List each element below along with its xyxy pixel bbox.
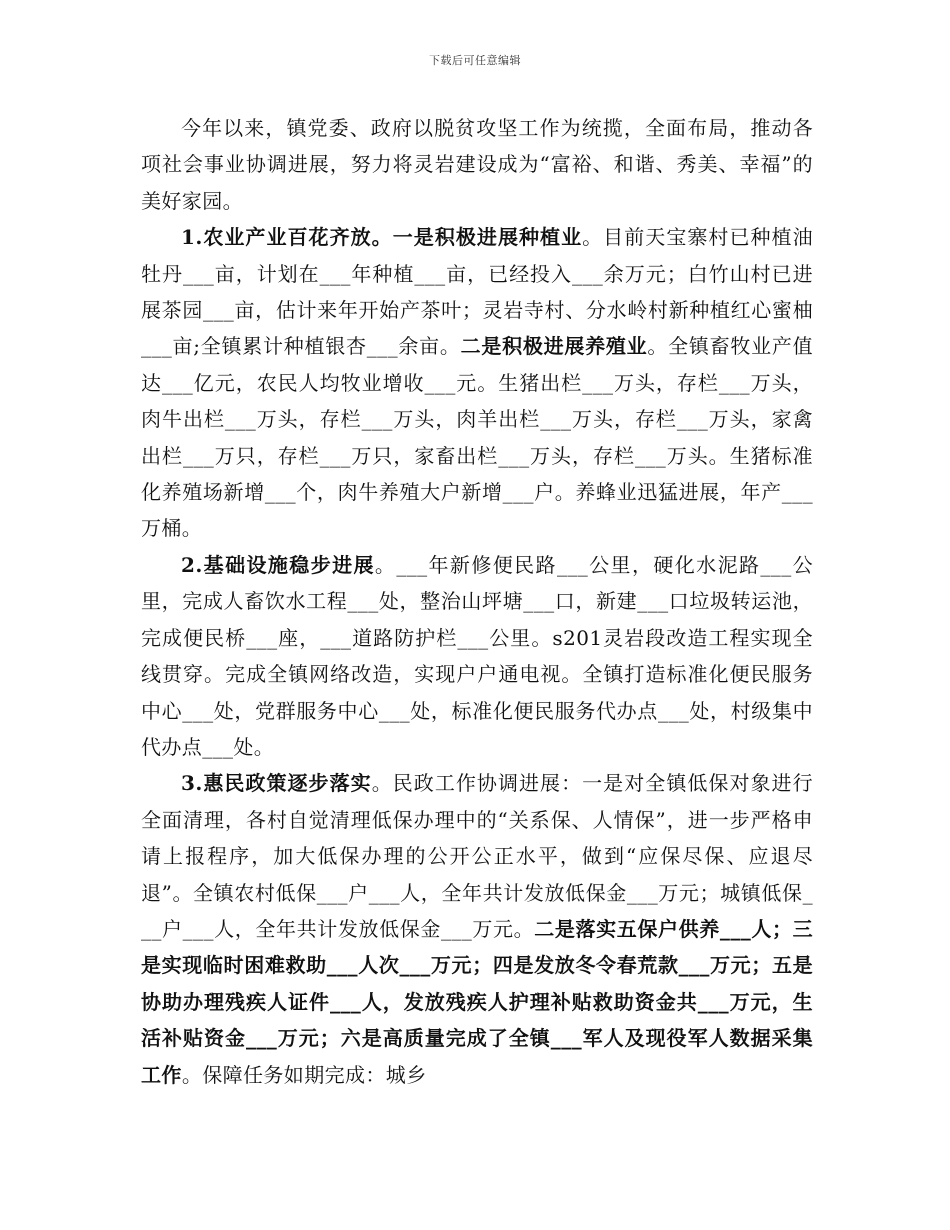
paragraph-infrastructure xyxy=(141,547,813,765)
heading-run: 2.基础设施稳步进展 xyxy=(181,552,375,577)
text-run: 。目前天宝寨村已种植油牡丹___亩，计划在___年种植___亩，已经投入___余万元；白竹山村已进展茶园___亩，估计来年开始产茶叶；灵岩寺村、分水岭村新种植红心蜜柚___亩;全镇累计种植银杏___余亩。 xyxy=(141,225,813,359)
heading-run: 1.农业产业百花齐放。一是积极进展种植业 xyxy=(181,225,583,250)
heading-run: 3.惠民政策逐步落实 xyxy=(181,771,372,796)
document-body xyxy=(141,110,813,1093)
paragraph-intro xyxy=(141,110,813,219)
paragraph-agriculture xyxy=(141,219,813,547)
page-header-note: 下载后可任意编辑 xyxy=(429,54,521,67)
paragraph-policy xyxy=(141,765,813,1093)
heading-run: 二是落实五保户供养___人；三是实现临时困难救助___人次___万元；四是发放冬令春荒款___万元；五是协助办理残疾人证件___人，发放残疾人护理补贴救助资金共___万元，生活补贴资金___万元；六是高质量完成了全镇___军人及现役军人数据采集工作 xyxy=(141,916,813,1087)
text-run: 。保障任务如期完成：城乡 xyxy=(181,1062,427,1087)
text-run: 今年以来，镇党委、政府以脱贫攻坚工作为统揽，全面布局，推动各项社会事业协调进展，努力将灵岩建设成为“富裕、和谐、秀美、幸福”的美好家园。 xyxy=(141,116,813,213)
text-run: 。民政工作协调进展：一是对全镇低保对象进行全面清理，各村自觉清理低保办理中的“关系保、人情保”，进一步严格申请上报程序，加大低保办理的公开公正水平，做到“应保尽保、应退尽退”。全镇农村低保___户___人，全年共计发放低保金___万元；城镇低保___户___人，全年共计发放低保金___万元。 xyxy=(141,771,813,941)
heading-run: 二是积极进展养殖业 xyxy=(460,334,648,359)
text-run: 。全镇畜牧业产值达___亿元，农民人均牧业增收___元。生猪出栏___万头，存栏___万头，肉牛出栏___万头，存栏___万头，肉羊出栏___万头，存栏___万头，家禽出栏___万只，存栏___万只，家畜出栏___万头，存栏___万头。生猪标准化养殖场新增___个，肉牛养殖大户新增___户。养蜂业迅猛进展，年产___万桶。 xyxy=(141,334,813,541)
text-run: 。___年新修便民路___公里，硬化水泥路___公里，完成人畜饮水工程___处，整治山坪塘___口，新建___口垃圾转运池，完成便民桥___座，___道路防护栏___公里。s201灵岩段改造工程实现全线贯穿。完成全镇网络改造，实现户户通电视。全镇打造标准化便民服务中心___处，党群服务中心___处，标准化便民服务代办点___处，村级集中代办点___处。 xyxy=(141,552,813,759)
